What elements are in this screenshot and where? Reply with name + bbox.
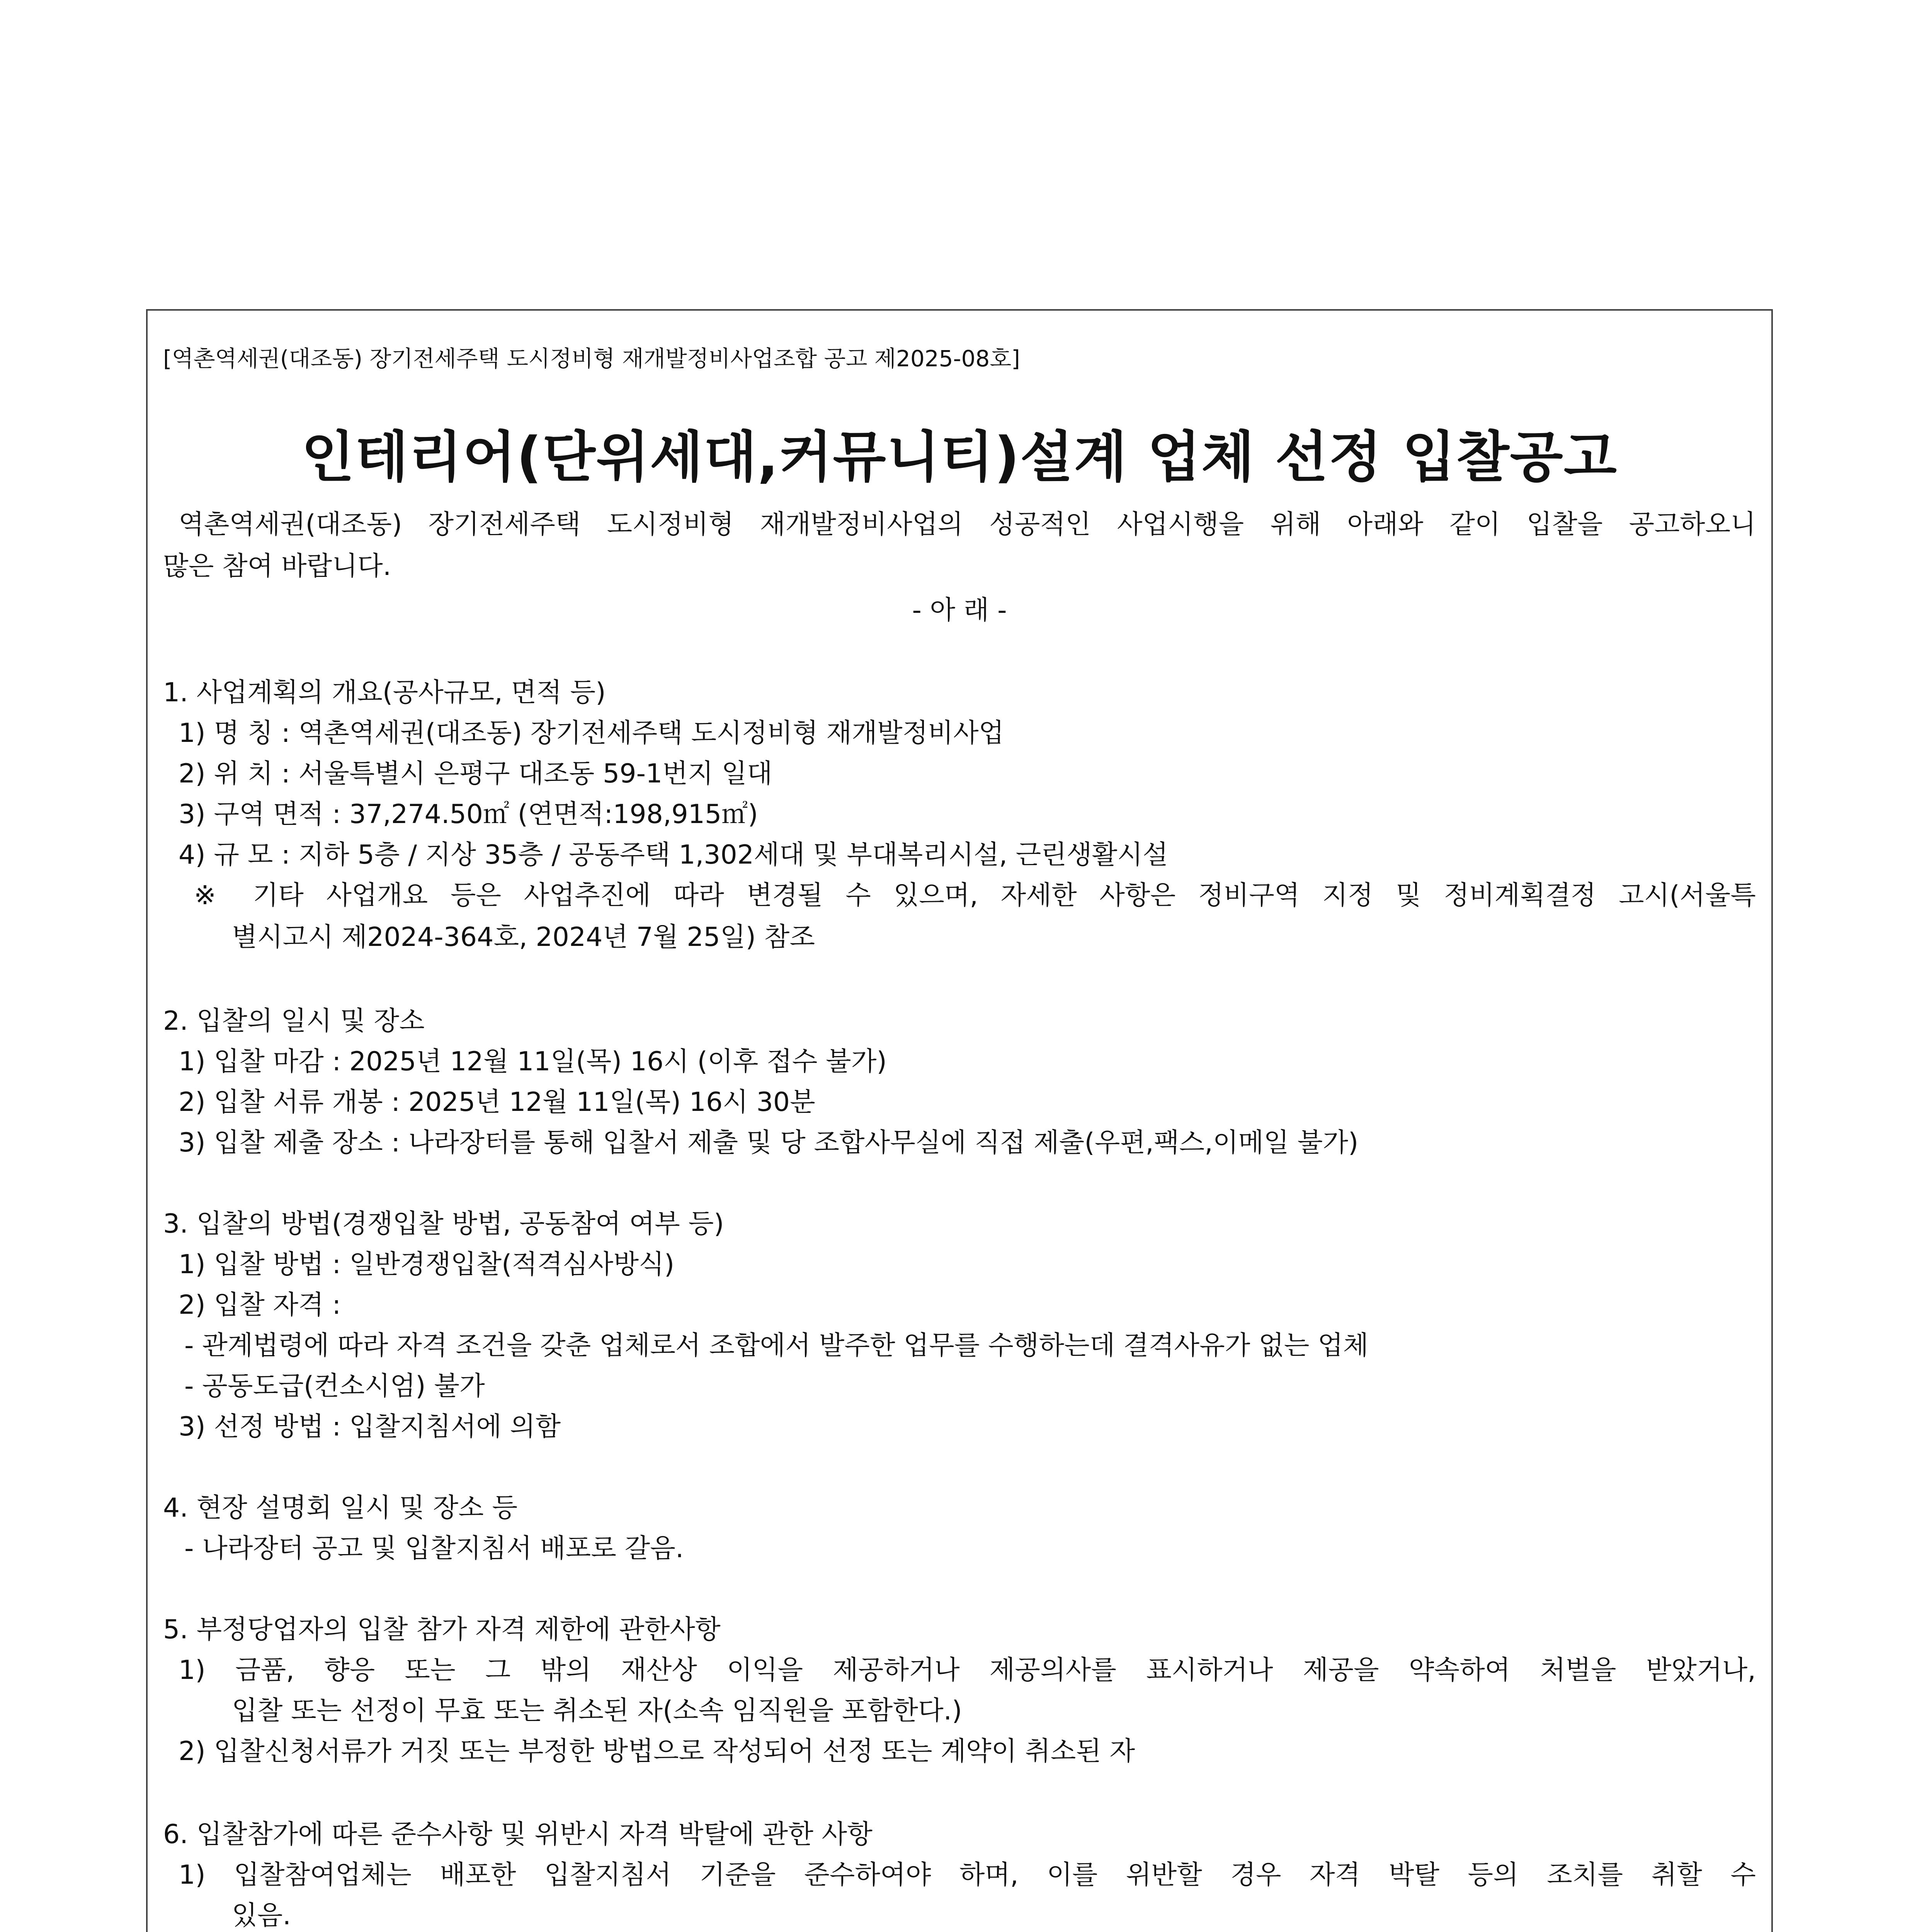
section-2-item: 2) 입찰 서류 개봉 : 2025년 12월 11일(목) 16시 30분 — [179, 1087, 815, 1117]
section-1-heading: 1. 사업계획의 개요(공사규모, 면적 등) — [163, 677, 606, 708]
section-6-item-cont: 있음. — [232, 1900, 291, 1931]
section-3-item: 3) 선정 방법 : 입찰지침서에 의함 — [179, 1412, 561, 1442]
section-3-item: 1) 입찰 방법 : 일반경쟁입찰(적격심사방식) — [179, 1249, 675, 1280]
section-1-note-cont: 별시고시 제2024-364호, 2024년 7월 25일) 참조 — [232, 922, 815, 952]
section-2-item: 3) 입찰 제출 장소 : 나라장터를 통해 입찰서 제출 및 당 조합사무실에 직접 제출(우편,팩스,이메일 불가) — [179, 1128, 1359, 1158]
section-5-heading: 5. 부정당업자의 입찰 참가 자격 제한에 관한사항 — [163, 1614, 721, 1645]
section-1-item: 3) 구역 면적 : 37,274.50㎡ (연면적:198,915㎡) — [179, 799, 758, 830]
section-2-item: 1) 입찰 마감 : 2025년 12월 11일(목) 16시 (이후 접수 불가) — [179, 1046, 887, 1077]
notice-title: 인테리어(단위세대,커뮤니티)설계 업체 선정 입찰공고 — [301, 425, 1618, 489]
below-marker: - 아 래 - — [912, 595, 1007, 626]
section-2-heading: 2. 입찰의 일시 및 장소 — [163, 1006, 425, 1036]
section-3-item: 2) 입찰 자격 : — [179, 1290, 341, 1320]
section-3-heading: 3. 입찰의 방법(경쟁입찰 방법, 공동참여 여부 등) — [163, 1209, 724, 1239]
section-5-item: 2) 입찰신청서류가 거짓 또는 부정한 방법으로 작성되어 선정 또는 계약이 취소된 자 — [179, 1736, 1135, 1767]
section-3-bullet: - 관계법령에 따라 자격 조건을 갖춘 업체로서 조합에서 발주한 업무를 수행하는데 결격사유가 없는 업체 — [184, 1330, 1369, 1361]
section-1-item: 2) 위 치 : 서울특별시 은평구 대조동 59-1번지 일대 — [179, 759, 772, 789]
section-5-item: 1) 금품, 향응 또는 그 밖의 재산상 이익을 제공하거나 제공의사를 표시하거나 제공을 약속하여 처벌을 받았거나, — [179, 1655, 1756, 1685]
intro-line-1: 역촌역세권(대조동) 장기전세주택 도시정비형 재개발정비사업의 성공적인 사업시행을 위해 아래와 같이 입찰을 공고하오니 — [179, 509, 1756, 540]
section-3-bullet: - 공동도급(컨소시엄) 불가 — [184, 1371, 485, 1401]
section-1-note: ※ 기타 사업개요 등은 사업추진에 따라 변경될 수 있으며, 자세한 사항은 정비구역 지정 및 정비계획결정 고시(서울특 — [194, 880, 1756, 911]
notice-reference: [역촌역세권(대조동) 장기전세주택 도시정비형 재개발정비사업조합 공고 제2025-08호] — [163, 345, 1020, 372]
section-1-item: 1) 명 칭 : 역촌역세권(대조동) 장기전세주택 도시정비형 재개발정비사업 — [179, 718, 1004, 748]
section-5-item-cont: 입찰 또는 선정이 무효 또는 취소된 자(소속 임직원을 포함한다.) — [232, 1696, 962, 1726]
intro-line-2: 많은 참여 바랍니다. — [163, 551, 391, 582]
notice-frame — [146, 309, 1773, 1932]
section-6-item: 1) 입찰참여업체는 배포한 입찰지침서 기준을 준수하여야 하며, 이를 위반할 경우 자격 박탈 등의 조치를 취할 수 — [179, 1860, 1756, 1890]
section-4-bullet: - 나라장터 공고 및 입찰지침서 배포로 갈음. — [184, 1533, 684, 1564]
section-6-heading: 6. 입찰참가에 따른 준수사항 및 위반시 자격 박탈에 관한 사항 — [163, 1819, 873, 1850]
section-1-item: 4) 규 모 : 지하 5층 / 지상 35층 / 공동주택 1,302세대 및 부대복리시설, 근린생활시설 — [179, 840, 1168, 870]
section-4-heading: 4. 현장 설명회 일시 및 장소 등 — [163, 1493, 518, 1523]
